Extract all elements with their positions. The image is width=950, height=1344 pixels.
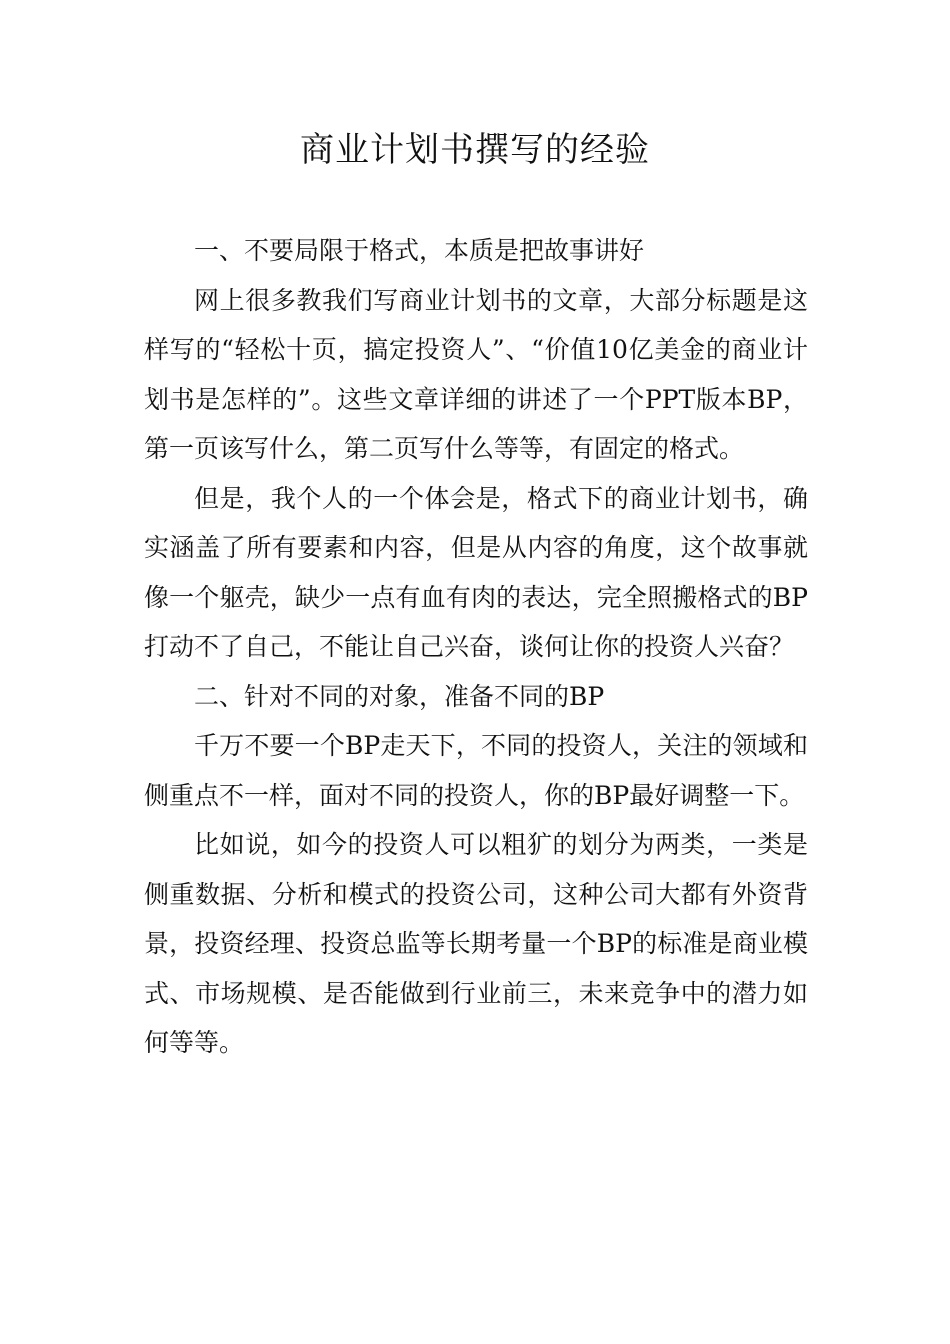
paragraph: 比如说，如今的投资人可以粗犷的划分为两类，一类是侧重数据、分析和模式的投资公司，这种公司大都有外资背景，投资经理、投资总监等长期考量一个BP的标准是商业模式、市场规模、是否能做到行业前三，未来竞争中的潜力如何等等。: [144, 830, 808, 1057]
paragraph: 网上很多教我们写商业计划书的文章，大部分标题是这样写的“轻松十页，搞定投资人”、“价值10亿美金的商业计划书是怎样的”。这些文章详细的讲述了一个PPT版本BP，第一页该写什么，第二页写什么等等，有固定的格式。: [144, 285, 808, 463]
paragraph: 千万不要一个BP走天下，不同的投资人，关注的领域和侧重点不一样，面对不同的投资人，你的BP最好调整一下。: [144, 731, 808, 810]
paragraph: 但是，我个人的一个体会是，格式下的商业计划书，确实涵盖了所有要素和内容，但是从内容的角度，这个故事就像一个躯壳，缺少一点有血有肉的表达，完全照搬格式的BP打动不了自己，不能让自己兴奋，谈何让你的投资人兴奋？: [144, 483, 808, 661]
document-body: [144, 226, 808, 1068]
document-title: 商业计划书撰写的经验: [300, 130, 650, 170]
section-heading-1: 一、不要局限于格式，本质是把故事讲好: [194, 236, 645, 265]
section-heading-2: 二、针对不同的对象，准备不同的BP: [194, 681, 605, 711]
